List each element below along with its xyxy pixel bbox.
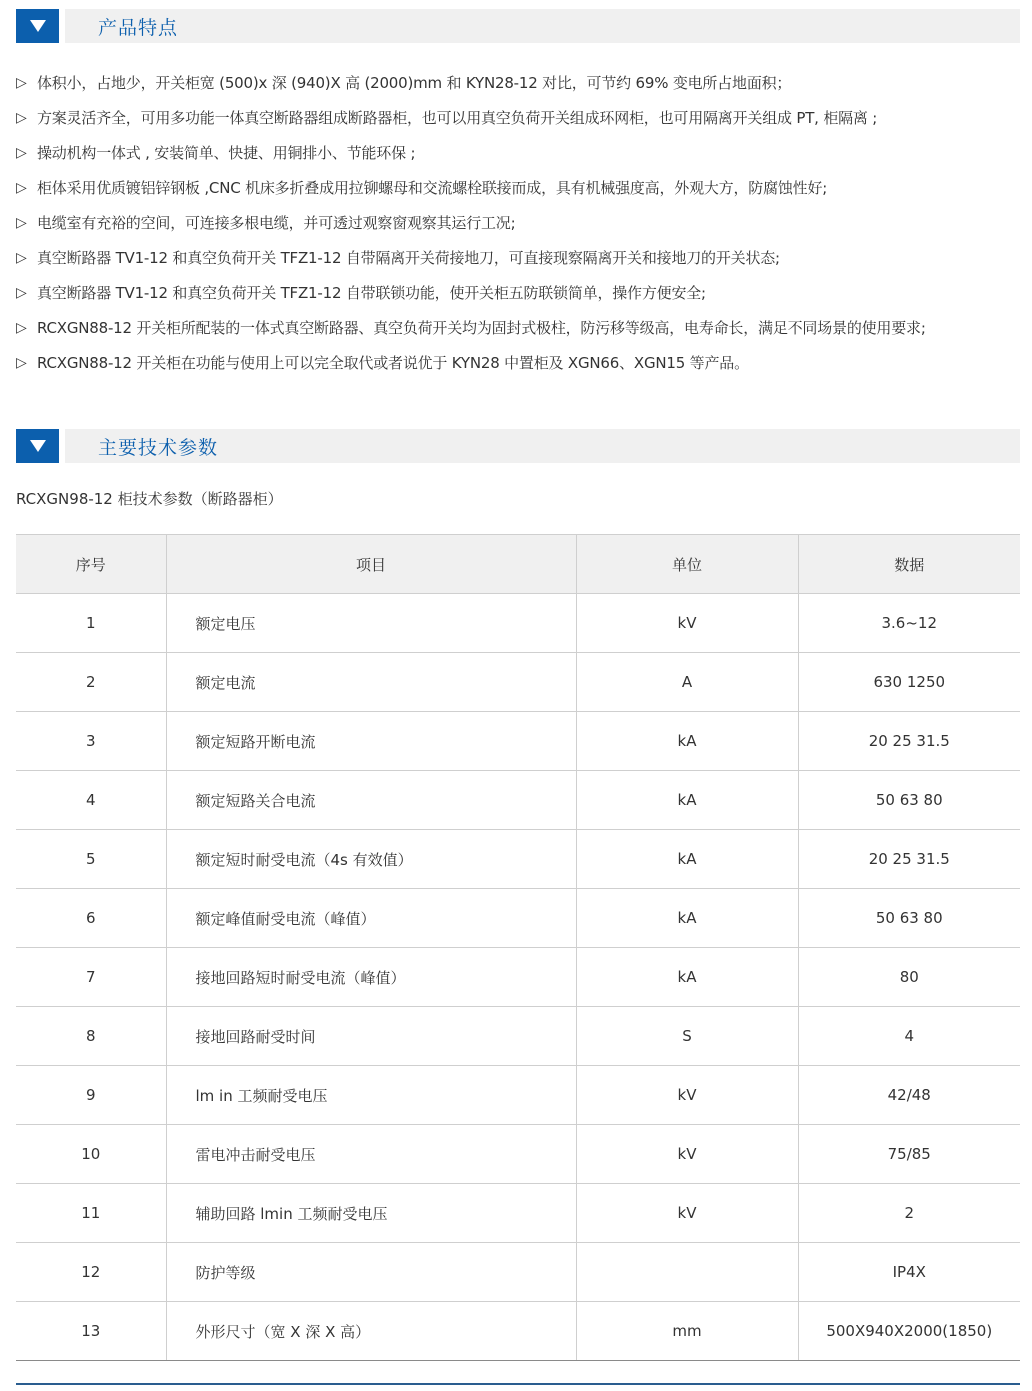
feature-item: ▷ 方案灵活齐全，可用多功能一体真空断路器组成断路器柜，也可以用真空负荷开关组成环网柜，也可用隔离开关组成 PT, 柜隔离 ;: [16, 101, 1026, 136]
triangle-down-icon: [29, 439, 47, 453]
header-unit: 单位: [576, 535, 798, 594]
table-row: [16, 712, 1020, 771]
cell-index: 7: [16, 948, 166, 1007]
cell-value: 500X940X2000(1850): [798, 1302, 1020, 1361]
cell-value: 630 1250: [798, 653, 1020, 712]
cell-item: 接地回路短时耐受电流（峰值）: [166, 948, 576, 1007]
cell-value: 42/48: [798, 1066, 1020, 1125]
cell-index: 1: [16, 594, 166, 653]
table-row: [16, 594, 1020, 653]
cell-item: 接地回路耐受时间: [166, 1007, 576, 1066]
cell-item: 额定峰值耐受电流（峰值）: [166, 889, 576, 948]
table-row: [16, 1302, 1020, 1361]
feature-item: ▷ 操动机构一体式 , 安装简单、快捷、用铜排小、节能环保 ;: [16, 136, 1026, 171]
table-row: [16, 889, 1020, 948]
feature-item: ▷ 体积小，占地少，开关柜宽 (500)x 深 (940)X 高 (2000)mm 和 KYN28-12 对比，可节约 69% 变电所占地面积；: [16, 66, 1026, 101]
cell-item: lm in 工频耐受电压: [166, 1066, 576, 1125]
cell-value: 80: [798, 948, 1020, 1007]
table-caption: RCXGN98-12 柜技术参数（断路器柜）: [16, 490, 283, 508]
params-section-header: [16, 429, 1020, 463]
cell-value: 75/85: [798, 1125, 1020, 1184]
feature-item: ▷ 真空断路器 TV1-12 和真空负荷开关 TFZ1-12 自带隔离开关荷接地刀，可直接现察隔离开关和接地刀的开关状态;: [16, 241, 1026, 276]
feature-item: ▷ 电缆室有充裕的空间，可连接多根电缆，并可透过观察窗观察其运行工况;: [16, 206, 1026, 241]
feature-item: ▷ RCXGN88-12 开关柜所配装的一体式真空断路器、真空负荷开关均为固封式极柱，防污移等级高，电寿命长，满足不同场景的使用要求;: [16, 311, 1026, 346]
cell-item: 雷电冲击耐受电压: [166, 1125, 576, 1184]
cell-item: 额定短时耐受电流（4s 有效值）: [166, 830, 576, 889]
cell-unit: kA: [576, 771, 798, 830]
triangle-right-icon: ▷: [16, 110, 27, 126]
cell-unit: mm: [576, 1302, 798, 1361]
triangle-down-icon: [29, 19, 47, 33]
table-row: [16, 1184, 1020, 1243]
cell-item: 额定短路关合电流: [166, 771, 576, 830]
cell-value: 50 63 80: [798, 889, 1020, 948]
triangle-right-icon: ▷: [16, 145, 27, 161]
section-toggle: [16, 9, 59, 43]
cell-item: 额定电流: [166, 653, 576, 712]
header-item: 项目: [166, 535, 576, 594]
cell-item: 辅助回路 lmin 工频耐受电压: [166, 1184, 576, 1243]
params-table: [16, 534, 1020, 1361]
cell-index: 4: [16, 771, 166, 830]
table-row: [16, 1125, 1020, 1184]
cell-unit: kV: [576, 1184, 798, 1243]
cell-unit: [576, 1243, 798, 1302]
cell-value: 4: [798, 1007, 1020, 1066]
section-toggle: [16, 429, 59, 463]
triangle-right-icon: ▷: [16, 285, 27, 301]
cell-unit: kA: [576, 712, 798, 771]
triangle-right-icon: ▷: [16, 320, 27, 336]
table-row: [16, 653, 1020, 712]
cell-unit: kV: [576, 1066, 798, 1125]
table-row: [16, 771, 1020, 830]
triangle-right-icon: ▷: [16, 180, 27, 196]
feature-item: ▷ 柜体采用优质镀铝锌钢板 ,CNC 机床多折叠成用拉铆螺母和交流螺栓联接而成，具有机械强度高，外观大方，防腐蚀性好;: [16, 171, 1026, 206]
table-row: [16, 830, 1020, 889]
cell-value: IP4X: [798, 1243, 1020, 1302]
triangle-right-icon: ▷: [16, 250, 27, 266]
cell-unit: S: [576, 1007, 798, 1066]
cell-unit: kV: [576, 594, 798, 653]
header-value: 数据: [798, 535, 1020, 594]
features-section-header: [16, 9, 1020, 43]
table-row: [16, 1066, 1020, 1125]
cell-unit: kA: [576, 889, 798, 948]
cell-index: 2: [16, 653, 166, 712]
cell-unit: A: [576, 653, 798, 712]
feature-item: ▷ RCXGN88-12 开关柜在功能与使用上可以完全取代或者说优于 KYN28 中置柜及 XGN66、XGN15 等产品。: [16, 346, 1026, 381]
cell-value: 20 25 31.5: [798, 830, 1020, 889]
features-list: [16, 66, 1026, 381]
cell-index: 11: [16, 1184, 166, 1243]
table-header-row: [16, 535, 1020, 594]
footer-divider: [16, 1383, 1020, 1385]
cell-value: 3.6~12: [798, 594, 1020, 653]
feature-item: ▷ 真空断路器 TV1-12 和真空负荷开关 TFZ1-12 自带联锁功能，使开关柜五防联锁简单，操作方便安全;: [16, 276, 1026, 311]
cell-index: 3: [16, 712, 166, 771]
triangle-right-icon: ▷: [16, 215, 27, 231]
cell-value: 50 63 80: [798, 771, 1020, 830]
table-row: [16, 1007, 1020, 1066]
cell-value: 2: [798, 1184, 1020, 1243]
cell-index: 8: [16, 1007, 166, 1066]
table-row: [16, 1243, 1020, 1302]
cell-index: 9: [16, 1066, 166, 1125]
features-title: 产品特点: [98, 16, 179, 39]
params-title: 主要技术参数: [98, 436, 219, 459]
cell-index: 12: [16, 1243, 166, 1302]
cell-index: 6: [16, 889, 166, 948]
cell-index: 10: [16, 1125, 166, 1184]
cell-value: 20 25 31.5: [798, 712, 1020, 771]
cell-unit: kA: [576, 948, 798, 1007]
cell-unit: kA: [576, 830, 798, 889]
triangle-right-icon: ▷: [16, 355, 27, 371]
triangle-right-icon: ▷: [16, 75, 27, 91]
cell-unit: kV: [576, 1125, 798, 1184]
cell-index: 13: [16, 1302, 166, 1361]
cell-item: 防护等级: [166, 1243, 576, 1302]
cell-item: 额定电压: [166, 594, 576, 653]
table-row: [16, 948, 1020, 1007]
header-index: 序号: [16, 535, 166, 594]
cell-item: 外形尺寸（宽 X 深 X 高）: [166, 1302, 576, 1361]
cell-index: 5: [16, 830, 166, 889]
cell-item: 额定短路开断电流: [166, 712, 576, 771]
